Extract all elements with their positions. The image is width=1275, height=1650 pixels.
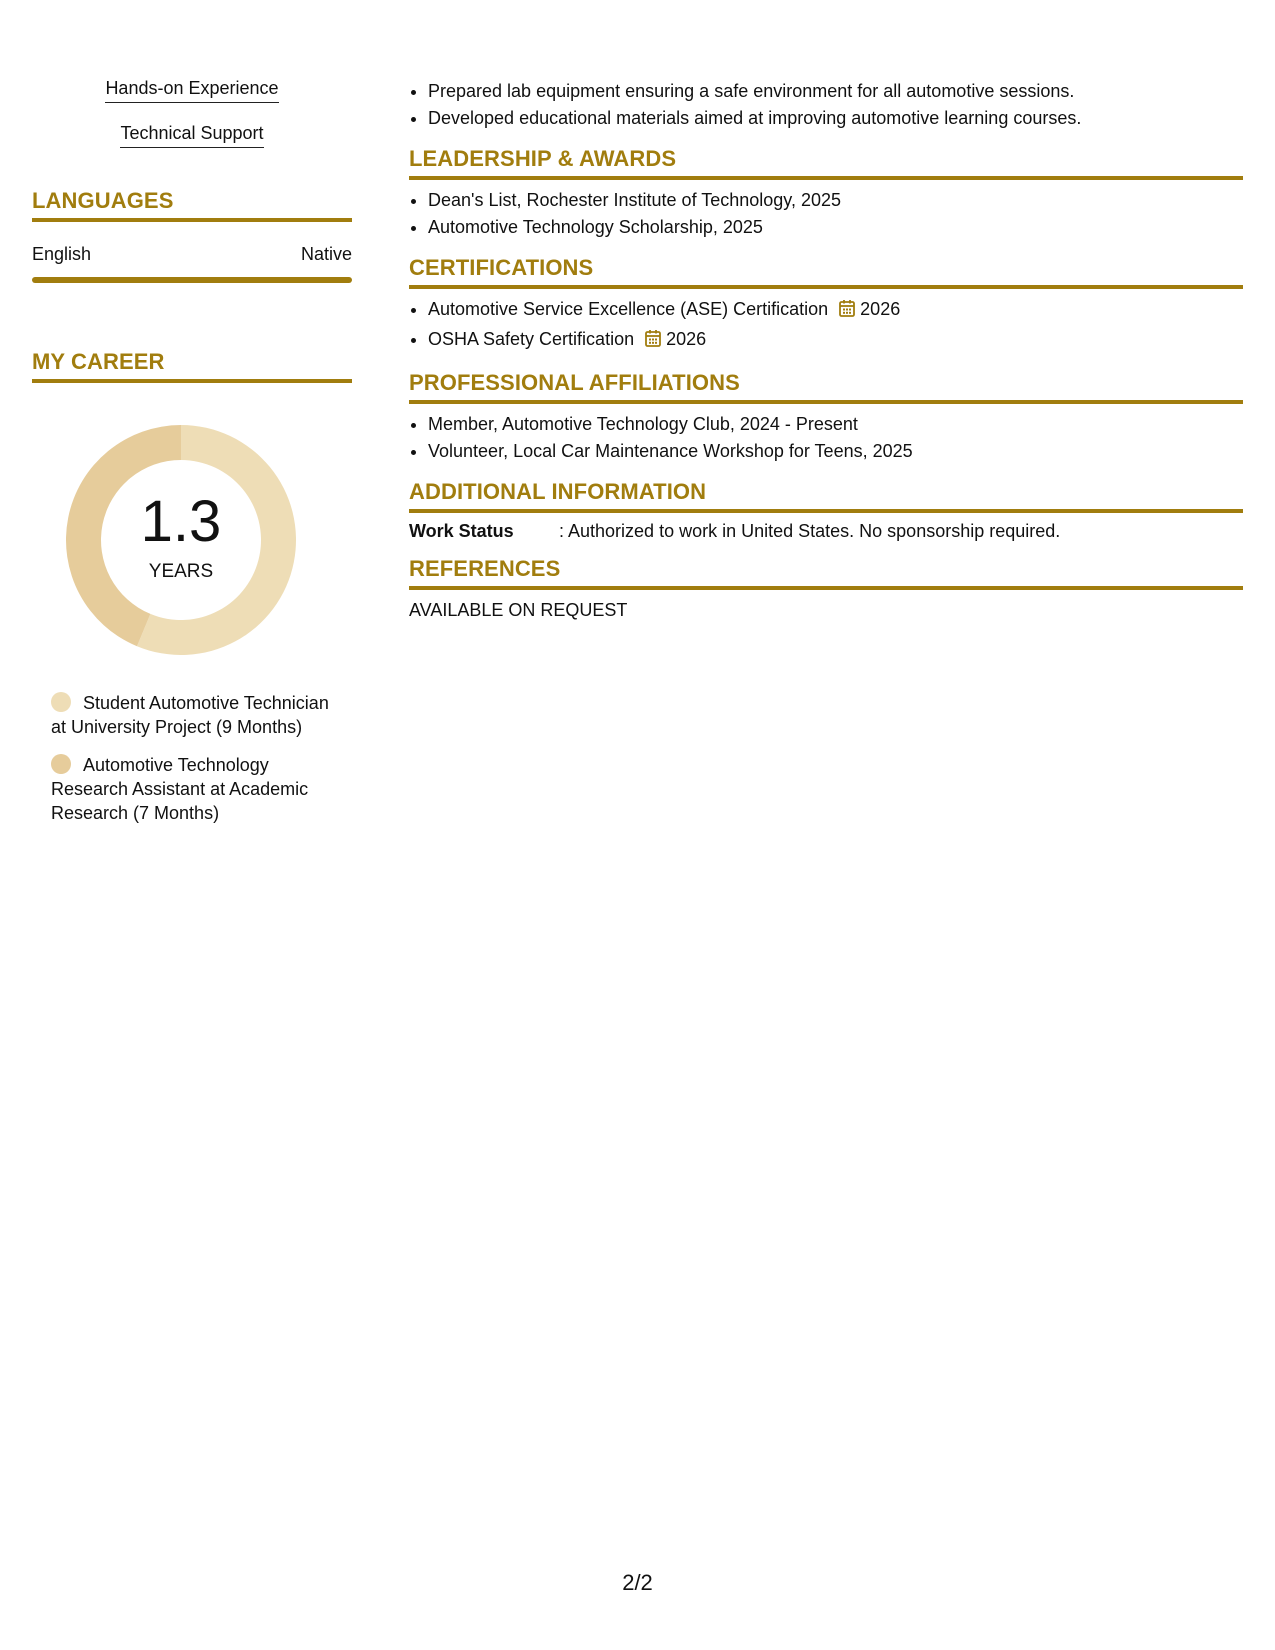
skill-tag-label: Hands-on Experience <box>105 78 278 103</box>
career-years-label: YEARS <box>148 561 214 582</box>
list-item: • Developed educational materials aimed at improving automotive learning courses. <box>428 105 1243 132</box>
references-text: AVAILABLE ON REQUEST <box>409 600 628 620</box>
leadership-heading: LEADERSHIP & AWARDS <box>409 146 1243 180</box>
list-item: • Member, Automotive Technology Club, 2024 - Present <box>428 411 1243 438</box>
work-status-key: Work Status <box>409 521 514 541</box>
donut-center <box>66 425 296 655</box>
list-item: • Dean's List, Rochester Institute of Technology, 2025 <box>428 187 1243 214</box>
calendar-icon <box>838 299 856 326</box>
certification-name: OSHA Safety Certification <box>428 329 635 349</box>
languages-heading: LANGUAGES <box>32 188 352 222</box>
affiliations-list <box>409 411 1243 465</box>
certification-year: 2026 <box>666 329 707 349</box>
certifications-heading: CERTIFICATIONS <box>409 255 1243 289</box>
work-status-row <box>409 521 1243 542</box>
career-legend-item <box>51 753 341 825</box>
list-item: • Volunteer, Local Car Maintenance Workshop for Teens, 2025 <box>428 438 1243 465</box>
career-donut-chart <box>66 425 296 655</box>
career-legend-label: Student Automotive Technician at University Project (9 Months) <box>51 693 329 737</box>
references-heading: REFERENCES <box>409 556 1243 590</box>
legend-dot-icon <box>51 754 71 774</box>
skill-tag-label: Technical Support <box>120 123 263 148</box>
experience-bullets <box>409 78 1243 132</box>
page-number: 2/2 <box>622 1570 653 1595</box>
work-status-value: : Authorized to work in United States. No sponsorship required. <box>559 521 1061 541</box>
career-legend-label: Automotive Technology Research Assistant at Academic Research (7 Months) <box>51 755 309 823</box>
calendar-icon <box>644 329 662 356</box>
additional-info-heading: ADDITIONAL INFORMATION <box>409 479 1243 513</box>
language-proficiency-bar <box>32 277 352 283</box>
skill-tag <box>32 123 352 148</box>
language-row <box>32 244 352 265</box>
list-item: • Prepared lab equipment ensuring a safe environment for all automotive sessions. <box>428 78 1243 105</box>
career-heading: MY CAREER <box>32 349 352 383</box>
certification-year: 2026 <box>860 299 901 319</box>
career-total-years: 1.3 <box>140 489 222 554</box>
career-legend <box>51 691 341 825</box>
affiliations-heading: PROFESSIONAL AFFILIATIONS <box>409 370 1243 404</box>
skill-tag <box>32 78 352 103</box>
language-name: English <box>32 244 92 264</box>
certification-name: Automotive Service Excellence (ASE) Certification <box>428 299 829 319</box>
language-level: Native <box>300 244 352 264</box>
legend-dot-icon <box>51 692 71 712</box>
career-legend-item <box>51 691 341 739</box>
leadership-list <box>409 187 1243 241</box>
left-column <box>32 78 352 839</box>
certifications-list <box>409 296 1243 356</box>
list-item <box>428 326 1243 356</box>
list-item <box>428 296 1243 326</box>
list-item: • Automotive Technology Scholarship, 2025 <box>428 214 1243 241</box>
right-column <box>409 78 1243 621</box>
